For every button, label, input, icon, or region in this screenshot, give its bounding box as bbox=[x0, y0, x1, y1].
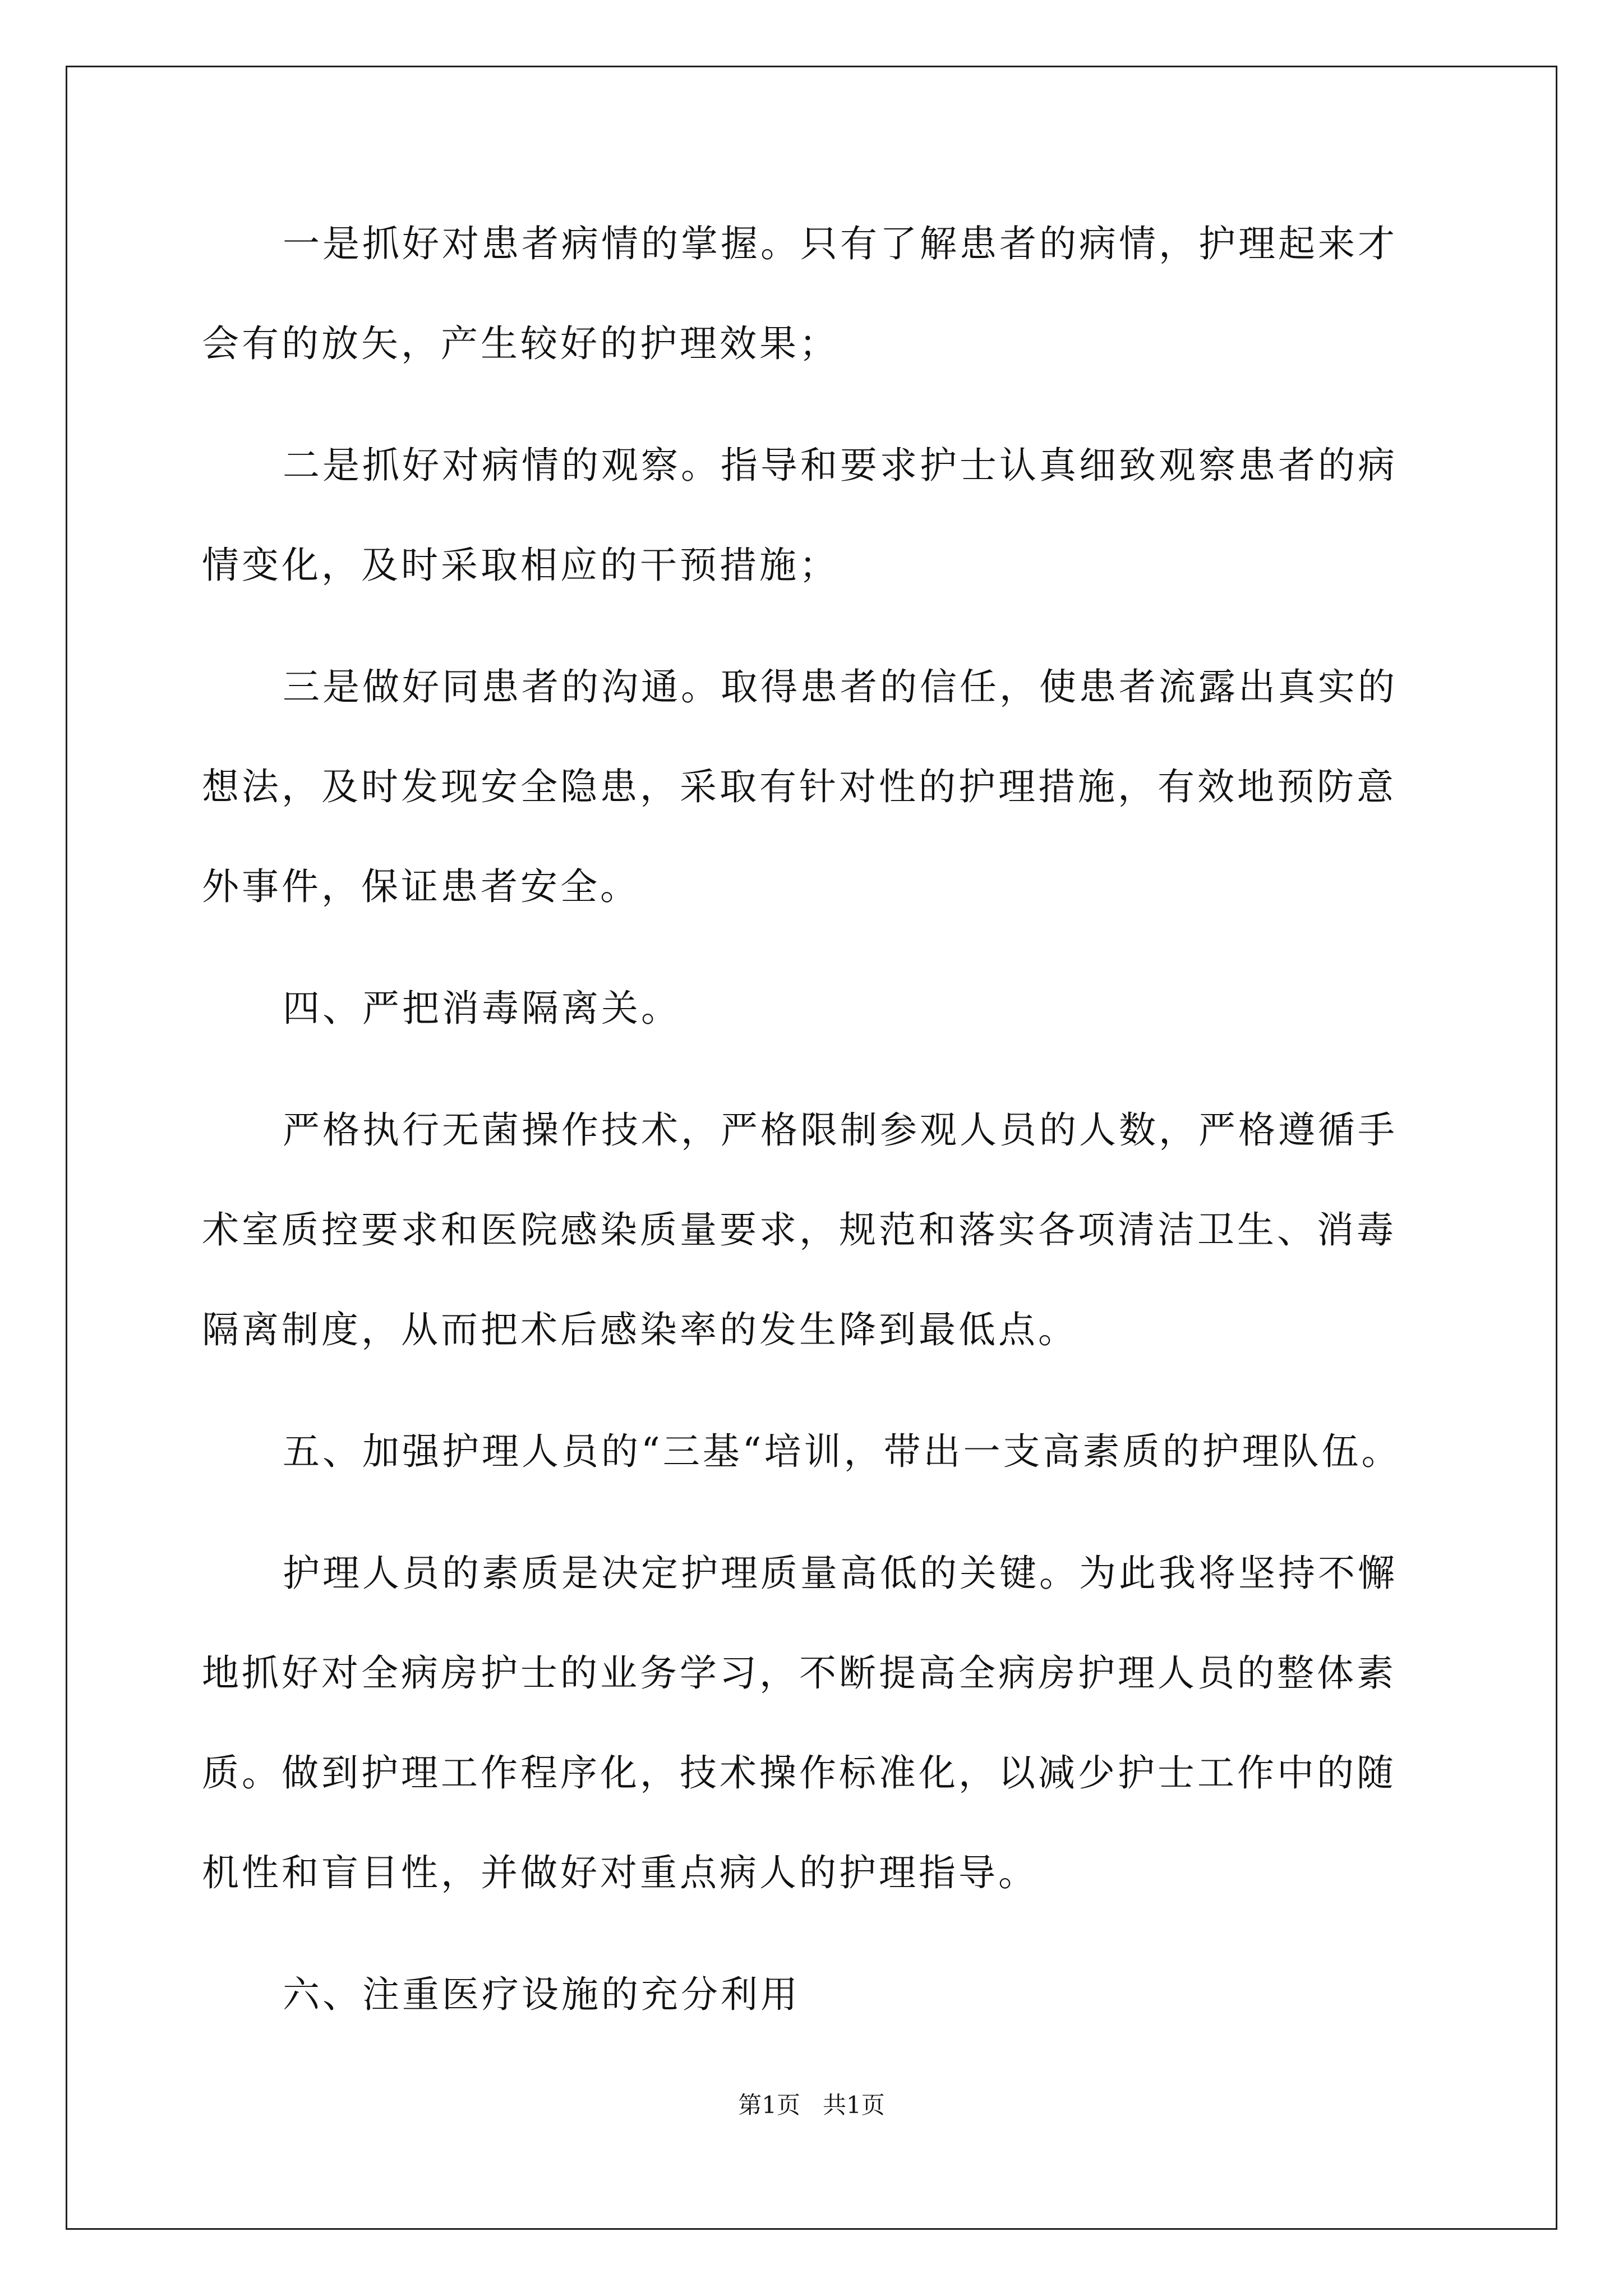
text-line: 会有的放矢，产生较好的护理效果； bbox=[202, 322, 839, 365]
text-line: 情变化，及时采取相应的干预措施； bbox=[202, 544, 839, 587]
text-line: 质。做到护理工作程序化，技术操作标准化，以减少护士工作中的随 bbox=[202, 1751, 1396, 1795]
section-heading: 五、加强护理人员的“三基“培训，带出一支高素质的护理队伍。 bbox=[283, 1430, 1401, 1473]
text-line: 严格执行无菌操作技术，严格限制参观人员的人数，严格遵循手 bbox=[283, 1108, 1398, 1152]
section-heading: 四、严把消毒隔离关。 bbox=[283, 987, 681, 1030]
text-line: 术室质控要求和医院感染质量要求，规范和落实各项清洁卫生、消毒 bbox=[202, 1208, 1396, 1251]
text-line: 机性和盲目性，并做好对重点病人的护理指导。 bbox=[202, 1851, 1038, 1894]
text-line: 护理人员的素质是决定护理质量高低的关键。为此我将坚持不懈 bbox=[283, 1552, 1398, 1595]
page-footer: 第1页 共1页 bbox=[738, 2091, 885, 2119]
text-line: 隔离制度，从而把术后感染率的发生降到最低点。 bbox=[202, 1308, 1078, 1351]
text-line: 地抓好对全病房护士的业务学习，不断提高全病房护理人员的整体素 bbox=[202, 1651, 1396, 1695]
text-line: 一是抓好对患者病情的掌握。只有了解患者的病情，护理起来才 bbox=[283, 222, 1398, 265]
text-line: 三是做好同患者的沟通。取得患者的信任，使患者流露出真实的 bbox=[283, 665, 1398, 708]
text-line: 想法，及时发现安全隐患，采取有针对性的护理措施，有效地预防意 bbox=[202, 765, 1396, 808]
section-heading: 六、注重医疗设施的充分利用 bbox=[283, 1973, 800, 2016]
text-line: 外事件，保证患者安全。 bbox=[202, 865, 640, 908]
text-line: 二是抓好对病情的观察。指导和要求护士认真细致观察患者的病 bbox=[283, 444, 1398, 487]
